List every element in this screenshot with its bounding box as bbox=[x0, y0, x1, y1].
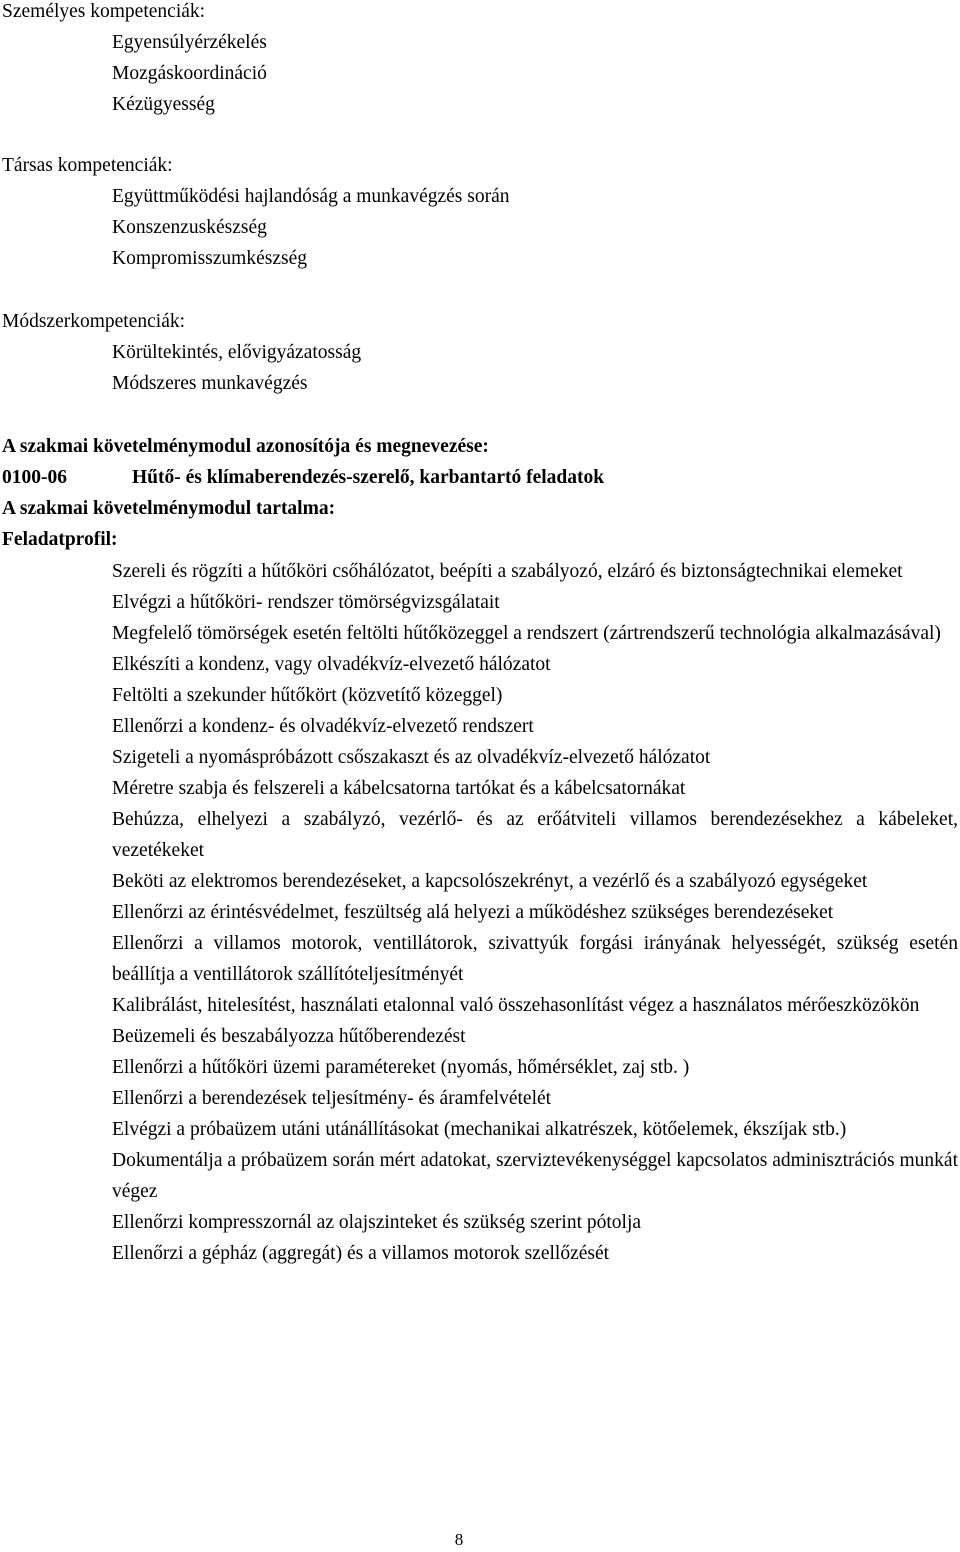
competency-item: Körültekintés, elővigyázatosság bbox=[112, 342, 362, 363]
task-profile-heading: Feladatprofil: bbox=[2, 529, 118, 550]
competency-item: Konszenzuskészség bbox=[112, 217, 267, 238]
social-competencies-title: Társas kompetenciák: bbox=[2, 155, 173, 176]
task-item: Ellenőrzi a villamos motorok, ventillátorok, szivattyúk forgási irányának helyességét, szükség esetén beállítja a ventillátorok szállítóteljesítményét bbox=[112, 933, 958, 985]
task-list bbox=[112, 556, 958, 1269]
module-content-heading: A szakmai követelménymodul tartalma: bbox=[2, 498, 336, 519]
task-item: Ellenőrzi az érintésvédelmet, feszültség alá helyezi a működéshez szükséges berendezéseket bbox=[112, 902, 834, 923]
personal-competencies-section bbox=[2, 0, 957, 120]
module-section bbox=[2, 431, 957, 555]
competency-item: Együttműködési hajlandóság a munkavégzés során bbox=[112, 186, 510, 207]
task-item: Ellenőrzi a kondenz- és olvadékvíz-elvezető rendszert bbox=[112, 716, 534, 737]
task-item: Méretre szabja és felszereli a kábelcsatorna tartókat és a kábelcsatornákat bbox=[112, 778, 686, 799]
task-item: Elkészíti a kondenz, vagy olvadékvíz-elvezető hálózatot bbox=[112, 654, 551, 675]
methodological-competencies-section bbox=[2, 306, 957, 399]
task-item: Ellenőrzi a gépház (aggregát) és a villamos motorok szellőzését bbox=[112, 1243, 610, 1264]
task-item: Szereli és rögzíti a hűtőköri csőhálózatot, beépíti a szabályozó, elzáró és biztonságtechnikai elemeket bbox=[112, 561, 903, 582]
social-competencies-section bbox=[2, 150, 957, 274]
competency-item: Módszeres munkavégzés bbox=[112, 373, 308, 394]
task-item: Szigeteli a nyomáspróbázott csőszakaszt és az olvadékvíz-elvezető hálózatot bbox=[112, 747, 711, 768]
task-item: Ellenőrzi a berendezések teljesítmény- és áramfelvételét bbox=[112, 1088, 552, 1109]
personal-competencies-title: Személyes kompetenciák: bbox=[2, 1, 206, 22]
task-item: Megfelelő tömörségek esetén feltölti hűtőközeggel a rendszert (zártrendszerű technológia alkalmazásával) bbox=[112, 623, 941, 644]
task-item: Elvégzi a próbaüzem utáni utánállításokat (mechanikai alkatrészek, kötőelemek, ékszíjak stb.) bbox=[112, 1119, 847, 1140]
competency-item: Mozgáskoordináció bbox=[112, 63, 267, 84]
task-item: Feltölti a szekunder hűtőkört (közvetítő közeggel) bbox=[112, 685, 503, 706]
task-item: Beköti az elektromos berendezéseket, a kapcsolószekrényt, a vezérlő és a szabályozó egységeket bbox=[112, 871, 868, 892]
task-item: Elvégzi a hűtőköri- rendszer tömörségvizsgálatait bbox=[112, 592, 500, 613]
task-item: Ellenőrzi a hűtőköri üzemi paramétereket (nyomás, hőmérséklet, zaj stb. ) bbox=[112, 1057, 690, 1078]
methodological-competencies-title: Módszerkompetenciák: bbox=[2, 311, 186, 332]
task-item: Kalibrálást, hitelesítést, használati etalonnal való összehasonlítást végez a használatos mérőeszközökön bbox=[112, 995, 920, 1016]
competency-item: Kézügyesség bbox=[112, 94, 215, 115]
module-code: 0100-06 bbox=[2, 467, 67, 488]
competency-item: Egyensúlyérzékelés bbox=[112, 32, 267, 53]
page-number: 8 bbox=[454, 1530, 464, 1549]
task-item: Behúzza, elhelyezi a szabályzó, vezérlő- és az erőátviteli villamos berendezésekhez a kábeleket, vezetékeket bbox=[112, 809, 958, 861]
task-item: Ellenőrzi kompresszornál az olajszinteket és szükség szerint pótolja bbox=[112, 1212, 642, 1233]
module-id-heading: A szakmai követelménymodul azonosítója és megnevezése: bbox=[2, 436, 489, 457]
competency-item: Kompromisszumkészség bbox=[112, 248, 307, 269]
task-item: Beüzemeli és beszabályozza hűtőberendezést bbox=[112, 1026, 466, 1047]
task-item: Dokumentálja a próbaüzem során mért adatokat, szerviztevékenységgel kapcsolatos adminisztrációs munkát végez bbox=[112, 1150, 958, 1202]
module-name: Hűtő- és klímaberendezés-szerelő, karbantartó feladatok bbox=[132, 467, 605, 488]
module-code-line bbox=[2, 462, 957, 493]
